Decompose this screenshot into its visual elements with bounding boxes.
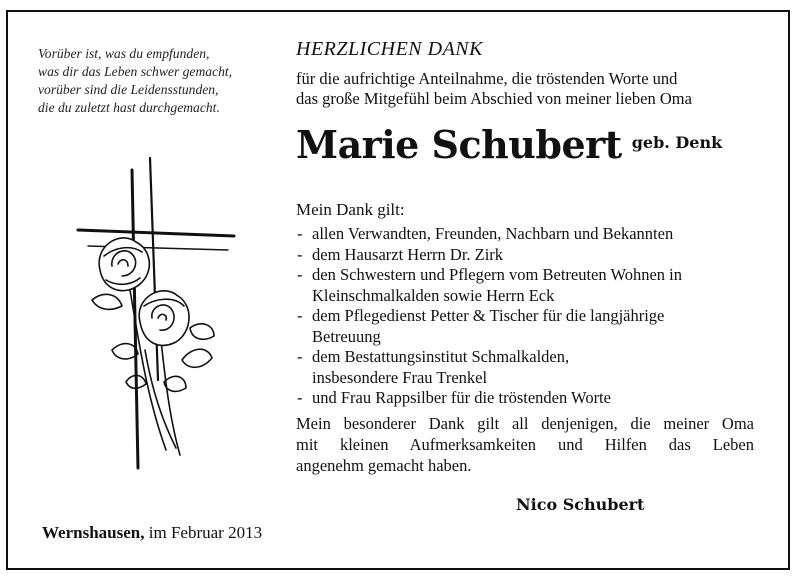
deceased-name-line: [296, 122, 722, 167]
list-item: [296, 245, 682, 266]
place-date: [42, 523, 262, 543]
heading-thanks: HERZLICHEN DANK: [296, 38, 483, 60]
closing-line: angenehm gemacht haben.: [296, 456, 472, 475]
memorial-poem: [38, 45, 270, 117]
poem-line: vorüber sind die Leidensstunden,: [38, 82, 219, 97]
poem-line: Vorüber ist, was du empfunden,: [38, 46, 210, 61]
list-item-text: dem Pflegedienst Petter & Tischer für die langjährige: [312, 306, 665, 325]
list-item: [296, 347, 682, 388]
list-item-text: dem Hausarzt Herrn Dr. Zirk: [312, 244, 504, 264]
place: Wernshausen,: [42, 523, 145, 542]
deceased-name: Marie Schubert: [296, 122, 622, 167]
closing-line: Mein besonderer Dank gilt all denjenigen, die meiner Oma: [296, 414, 754, 433]
intro-line: für die aufrichtige Anteilnahme, die tröstenden Worte und: [296, 69, 678, 88]
intro-line: das große Mitgefühl beim Abschied von meiner lieben Oma: [296, 89, 692, 108]
intro-text: [296, 69, 776, 109]
closing-line: mit kleinen Aufmerksamkeiten und Hilfen das Leben: [296, 435, 754, 454]
signature: Nico Schubert: [516, 495, 645, 514]
list-item: [296, 388, 682, 409]
list-item-text: insbesondere Frau Trenkel: [312, 367, 488, 387]
list-item-text: Kleinschmalkalden sowie Herrn Eck: [312, 285, 555, 305]
cross-vertical-shadow: [150, 158, 158, 380]
list-item-text: dem Bestattungsinstitut Schmalkalden,: [312, 347, 570, 366]
list-item-text: den Schwestern und Pflegern vom Betreuten Wohnen in: [312, 265, 682, 284]
list-item: [296, 306, 682, 347]
maiden-name: geb. Denk: [631, 133, 723, 152]
thanks-list: [296, 224, 682, 409]
list-item-text: Betreuung: [312, 326, 381, 346]
list-item: [296, 265, 682, 306]
cross-horizontal-beam: [78, 230, 234, 236]
leaf: [190, 324, 214, 339]
leaf: [164, 376, 186, 391]
list-item-text: allen Verwandten, Freunden, Nachbarn und Bekannten: [312, 224, 674, 243]
leaf: [92, 294, 122, 309]
rose-upper: [99, 238, 149, 291]
cross-with-roses-icon: [70, 150, 240, 475]
list-item: [296, 224, 682, 245]
leaf: [112, 344, 138, 359]
poem-line: die du zuletzt hast durchgemacht.: [38, 100, 220, 115]
leaf: [182, 349, 212, 367]
list-item-text: und Frau Rappsilber für die tröstenden Worte: [312, 388, 611, 407]
closing-paragraph: [296, 413, 754, 476]
date: im Februar 2013: [148, 523, 263, 542]
rose-lower: [139, 291, 189, 346]
poem-line: was dir das Leben schwer gemacht,: [38, 64, 233, 79]
thanks-label: Mein Dank gilt:: [296, 200, 405, 219]
